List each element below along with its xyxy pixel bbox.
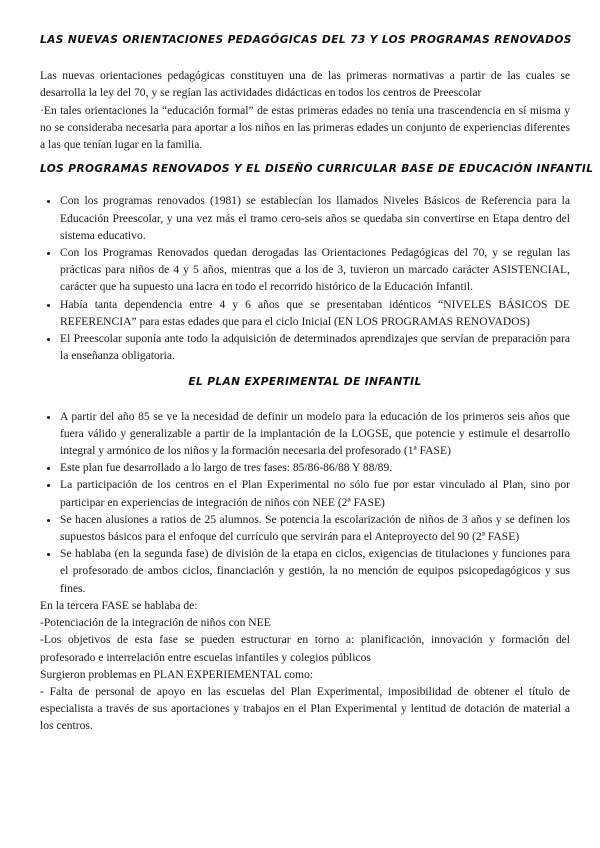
tail-line-3: -Los objetivos de esta fase se pueden estructurar en torno a: planificación, innovación y formación del profesorado e interrelación entre escuelas infantiles y colegios públicos [40,633,570,664]
list-item: • A partir del año 85 se ve la necesidad de definir un modelo para la educación de los primeros seis años que fuera válido y generalizable a partir de la implantación de la LOGSE, que potencie y estimule el desarrollo integral y armónico de los niños y la formación necesaria del profesorado (1ª FASE) [60,408,570,460]
list-item: • Había tanta dependencia entre 4 y 6 años que se presentaban idénticos “NIVELES BÁSICOS DE REFERENCIA” para estas edades que para el ciclo Inicial (EN LOS PROGRAMAS RENOVADOS) [60,296,570,330]
heading-programas-renovados: LOS PROGRAMAS RENOVADOS Y EL DISEÑO CURRICULAR BASE DE EDUCACIÓN INFANTIL [40,163,594,176]
list-item: • Se hablaba (en la segunda fase) de división de la etapa en ciclos, exigencias de titulaciones y funciones para el profesorado de ambos ciclos, financiación y gestión, la no mención de equipos psicopedagógicos y sus fines. [60,545,570,597]
list-item: • Este plan fue desarrollado a lo largo de tres fases: 85/86-86/88 Y 88/89. [60,459,570,476]
tail-line-5: - Falta de personal de apoyo en las escuelas del Plan Experimental, imposibilidad de obtener el título de especialista a través de sus aportaciones y trabajos en el Plan Experimental y lentitud de dotación de material a los centros. [40,684,570,733]
heading-plan-experimental: EL PLAN EXPERIMENTAL DE INFANTIL [188,376,422,389]
list-item: • El Preescolar suponía ante todo la adquisición de determinados aprendizajes que servían de preparación para la enseñanza obligatoria. [60,330,570,364]
list-item: • La participación de los centros en el Plan Experimental no sólo fue por estar vinculado al Plan, sino por participar en experiencias de integración de niños con NEE (2ª FASE) [60,476,570,510]
tail-line-4: Surgieron problemas en PLAN EXPERIEMENTAL como: [40,667,314,681]
list-item: • Se hacen alusiones a ratios de 25 alumnos. Se potencia la escolarización de niños de 3 años y se definen los supuestos básicos para el enfoque del currículo que servirán para el Anteproyecto del 90 (2ª FASE) [60,511,570,545]
programas-list [40,192,570,364]
list-item: • Con los programas renovados (1981) se establecían los llamados Niveles Básicos de Referencia para la Educación Preescolar, y una vez más el tramo cero-seis años se quedaba sin convertirse en Etapa dentro del sistema educativo. [60,192,570,244]
intro-paragraph-1: Las nuevas orientaciones pedagógicas constituyen una de las primeras normativas a partir de las cuales se desarrolla la ley del 70, y se regían las actividades didácticas en todos los centros de Preescolar [40,69,570,100]
tail-line-2: -Potenciación de la integración de niños con NEE [40,616,271,630]
intro-paragraph-2: ·En tales orientaciones la “educación formal” de estas primeras edades no tenía una trascendencia en sí misma y no se consideraba necesaria para aportar a los niños en las primeras edades un conjunto de experiencias diferentes a las que tenían lugar en la familia. [40,103,570,152]
list-item: • Con los Programas Renovados quedan derogadas las Orientaciones Pedagógicas del 70, y se regulan las prácticas para niños de 4 y 5 años, mientras que a los de 3, tuvieron un marcado carácter ASISTENCIAL, carácter que ha supuesto una lacra en todo el recorrido histórico de la Educación Infantil. [60,244,570,296]
plan-list [40,408,570,597]
heading-orientaciones: LAS NUEVAS ORIENTACIONES PEDAGÓGICAS DEL 73 Y LOS PROGRAMAS RENOVADOS [40,34,572,46]
tail-line-1: En la tercera FASE se hablaba de: [40,598,198,612]
